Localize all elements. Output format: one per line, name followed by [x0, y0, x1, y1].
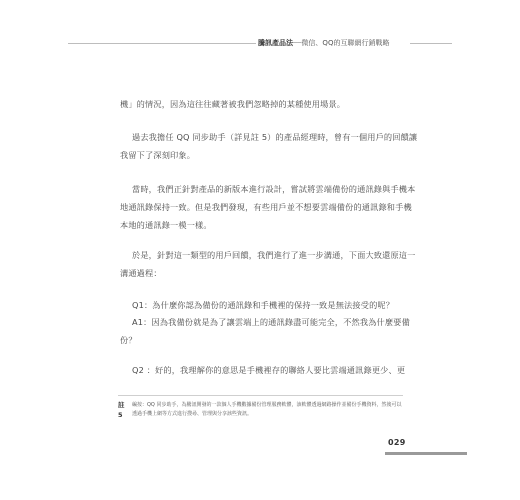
footnote-text: 編按：QQ 同步助手，為騰訊開發的一款個人手機數據備份管理服務軟體，該軟體透過網路操作並備份手機資料，然後可以透過手機上網等方式進行搜尋、管理與分享該些資訊。	[132, 402, 402, 417]
footnote	[118, 401, 403, 421]
header-rule-left	[68, 43, 256, 44]
running-header	[68, 37, 452, 49]
header-rule-right	[410, 43, 452, 44]
paragraph-2: 過去我擔任 QQ 同步助手（詳見註 5）的產品經理時，曾有一個用戶的回饋讓我留下了深刻印象。	[120, 132, 418, 160]
page-number-bar	[385, 452, 467, 455]
page-number: 029	[388, 438, 406, 447]
footnote-marker: 註 5	[118, 401, 125, 419]
question-1: Q1：為什麼你認為備份的通訊錄和手機裡的保持一致是無法接受的呢？	[132, 300, 395, 310]
header-chapter-title: 微信、QQ的互聯網行銷戰略	[301, 39, 390, 47]
paragraph-1: 機」的情況，因為這往往藏著被我們忽略掉的某種使用場景。	[120, 99, 346, 109]
paragraph-4: 於是，針對這一類型的用戶回饋，我們進行了進一步溝通，下面大致還原這一溝通過程：	[120, 250, 416, 278]
paragraph-3: 當時，我們正針對產品的新版本進行設計，嘗試將雲端備份的通訊錄與手機本地通訊錄保持一致。但是我們發現，有些用戶並不想要雲端備份的通訊錄和手機本地的通訊錄一模一樣。	[120, 184, 416, 230]
header-text	[258, 37, 389, 49]
answer-1: A1：因為我備份就是為了讓雲端上的通訊錄盡可能完全，不然我為什麼要備份？	[120, 317, 410, 345]
footnote-divider	[118, 395, 403, 396]
header-book-title: 騰訊產品法	[258, 39, 293, 47]
question-2: Q2 ：好的，我理解你的意思是手機裡存的聯絡人要比雲端通訊錄更少、更	[132, 365, 406, 375]
header-separator: ──	[293, 39, 302, 47]
